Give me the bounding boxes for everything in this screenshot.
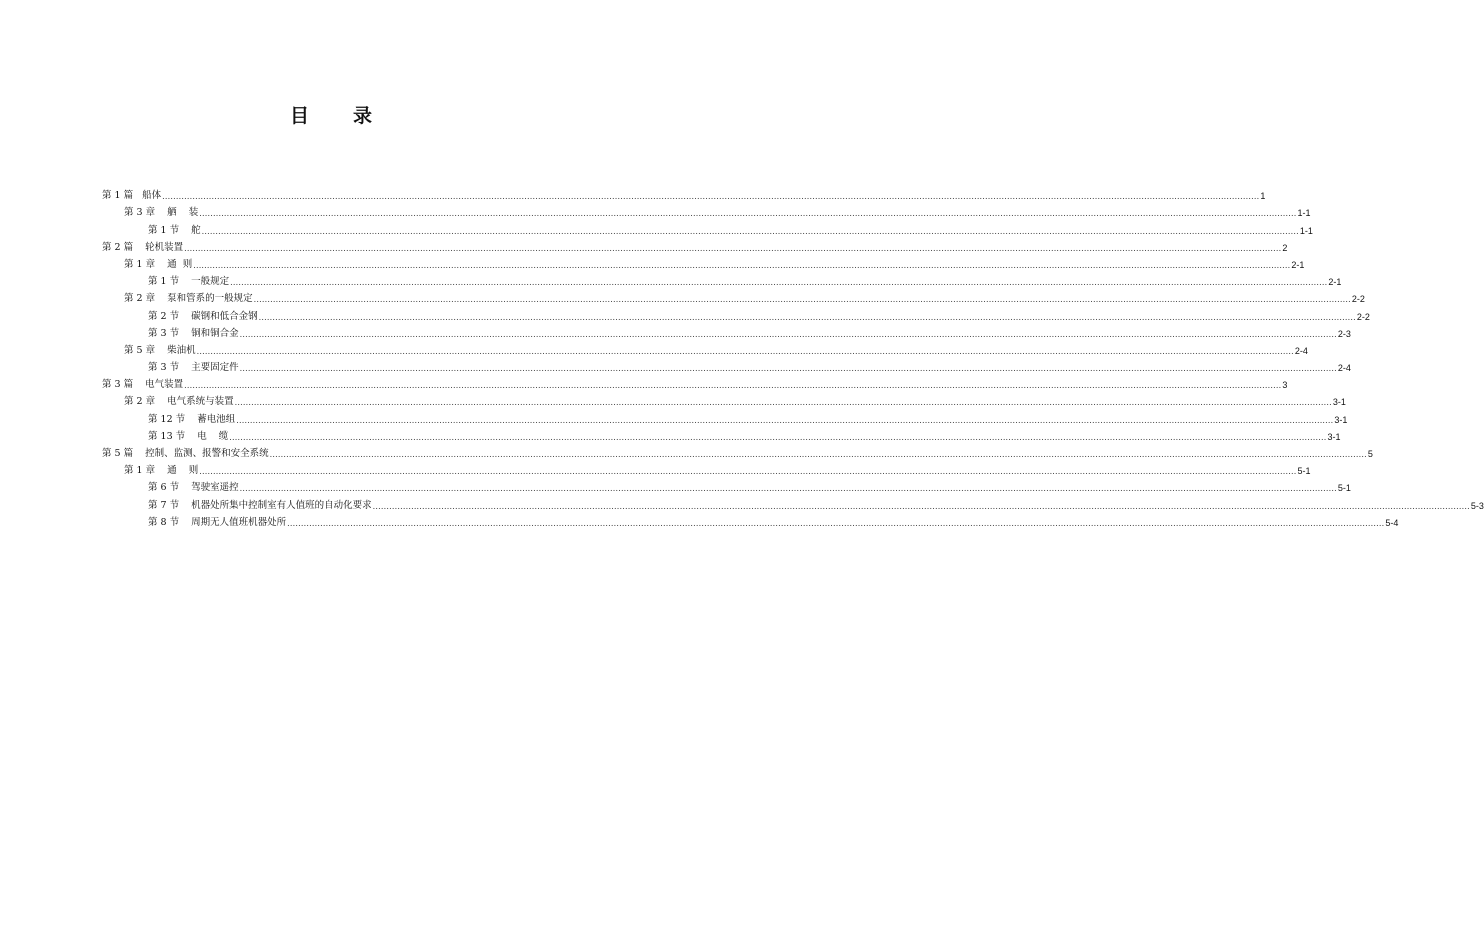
toc-entry-label: 第 1 节 舵 bbox=[148, 224, 201, 236]
toc-entry[interactable] bbox=[102, 477, 1351, 494]
toc-entry-label: 第 3 篇 电气装置 bbox=[102, 379, 184, 391]
toc-entry-label: 第 2 篇 轮机装置 bbox=[102, 241, 184, 253]
toc-dot-leader: ................................................................................................................................................................................................................................................................................................................................................................................................................ bbox=[184, 243, 1282, 253]
toc-dot-leader: ................................................................................................................................................................................................................................................................................................................................................................................................................ bbox=[199, 467, 1297, 477]
toc-entry-label: 第 13 节 电 缆 bbox=[148, 430, 229, 442]
toc-entry-page-number: 2-2 bbox=[1351, 294, 1365, 305]
toc-entry[interactable] bbox=[102, 460, 1311, 477]
toc-entry-page-number: 1 bbox=[1260, 191, 1266, 202]
toc-dot-leader: ................................................................................................................................................................................................................................................................................................................................................................................................................ bbox=[234, 398, 1332, 408]
toc-entry-label: 第 12 节 蓄电池组 bbox=[148, 413, 236, 425]
toc-entry-label: 第 8 节 周期无人值班机器处所 bbox=[148, 516, 287, 528]
toc-entry-page-number: 3-1 bbox=[1334, 414, 1348, 425]
toc-entry-page-number: 5-1 bbox=[1297, 466, 1311, 477]
toc-entry-label: 第 3 章 舾 装 bbox=[124, 207, 199, 219]
toc-entry[interactable] bbox=[102, 254, 1305, 271]
toc-entry-label: 第 6 节 驾驶室遥控 bbox=[148, 482, 239, 494]
toc-entry-label: 第 7 节 机器处所集中控制室有人值班的自动化要求 bbox=[148, 499, 372, 511]
toc-entry[interactable] bbox=[102, 185, 1266, 202]
toc-entry[interactable] bbox=[102, 340, 1308, 357]
toc-entry-label: 第 1 章 通 则 bbox=[124, 465, 199, 477]
toc-entry-page-number: 5-1 bbox=[1337, 483, 1351, 494]
toc-entry[interactable] bbox=[102, 288, 1365, 305]
toc-entry-page-number: 2-1 bbox=[1328, 277, 1342, 288]
toc-entry-page-number: 5-3 bbox=[1470, 500, 1484, 511]
toc-dot-leader: ................................................................................................................................................................................................................................................................................................................................................................................................................ bbox=[239, 364, 1337, 374]
toc-entry-page-number: 5-4 bbox=[1385, 517, 1399, 528]
title-char-left: 目 bbox=[289, 105, 309, 127]
toc-entry[interactable] bbox=[102, 374, 1288, 391]
toc-dot-leader: ................................................................................................................................................................................................................................................................................................................................................................................................................ bbox=[269, 450, 1367, 459]
toc-entry-page-number: 2-3 bbox=[1337, 328, 1351, 339]
toc-entry[interactable] bbox=[102, 271, 1342, 288]
toc-entry-label: 第 1 节 一般规定 bbox=[148, 276, 230, 288]
toc-dot-leader: ................................................................................................................................................................................................................................................................................................................................................................................................................ bbox=[230, 278, 1328, 288]
toc-entry-label: 第 5 篇 控制、监测、报警和安全系统 bbox=[102, 448, 269, 459]
toc-dot-leader: ................................................................................................................................................................................................................................................................................................................................................................................................................ bbox=[258, 312, 1356, 322]
toc-entry[interactable] bbox=[102, 323, 1351, 340]
toc-entry-label: 第 2 章 泵和管系的一般规定 bbox=[124, 293, 253, 305]
toc-dot-leader: ................................................................................................................................................................................................................................................................................................................................................................................................................ bbox=[253, 295, 1351, 305]
toc-entry[interactable] bbox=[102, 202, 1311, 219]
toc-entry-page-number: 2-4 bbox=[1337, 363, 1351, 374]
toc-entry[interactable] bbox=[102, 391, 1346, 408]
toc-entry-label: 第 3 节 铜和铜合金 bbox=[148, 327, 239, 339]
toc-entry-page-number: 5 bbox=[1367, 449, 1373, 459]
toc-dot-leader: ................................................................................................................................................................................................................................................................................................................................................................................................................ bbox=[199, 209, 1297, 219]
toc-entry-page-number: 3-1 bbox=[1332, 397, 1346, 408]
toc-entry-page-number: 1-1 bbox=[1297, 208, 1311, 219]
toc-entry-page-number: 2-2 bbox=[1356, 311, 1370, 322]
toc-entry-label: 第 2 章 电气系统与装置 bbox=[124, 396, 234, 408]
toc-entry[interactable] bbox=[102, 219, 1313, 236]
toc-entry-page-number: 3-1 bbox=[1327, 431, 1341, 442]
toc-entry[interactable] bbox=[102, 305, 1370, 322]
title-char-right: 录 bbox=[353, 105, 373, 127]
toc-entry-label: 第 5 章 柴油机 bbox=[124, 344, 196, 356]
toc-dot-leader: ................................................................................................................................................................................................................................................................................................................................................................................................................ bbox=[287, 518, 1385, 528]
toc-dot-leader: ................................................................................................................................................................................................................................................................................................................................................................................................................ bbox=[239, 329, 1337, 339]
toc-dot-leader: ................................................................................................................................................................................................................................................................................................................................................................................................................ bbox=[372, 501, 1470, 511]
toc-entry[interactable] bbox=[102, 357, 1351, 374]
toc-entry-page-number: 2-4 bbox=[1294, 345, 1308, 356]
toc-dot-leader: ................................................................................................................................................................................................................................................................................................................................................................................................................ bbox=[229, 432, 1327, 442]
toc-entry[interactable] bbox=[102, 408, 1348, 425]
toc-entry[interactable] bbox=[102, 512, 1399, 529]
toc-dot-leader: ................................................................................................................................................................................................................................................................................................................................................................................................................ bbox=[193, 260, 1291, 270]
toc-entry-page-number: 1-1 bbox=[1299, 225, 1313, 236]
toc-entry-page-number: 2-1 bbox=[1291, 259, 1305, 270]
toc-entry-page-number: 2 bbox=[1282, 242, 1288, 253]
toc-dot-leader: ................................................................................................................................................................................................................................................................................................................................................................................................................ bbox=[239, 484, 1337, 494]
toc-entry[interactable] bbox=[102, 494, 1484, 511]
toc-entry-label: 第 1 章 通 则 bbox=[124, 258, 193, 270]
toc-entry[interactable] bbox=[102, 237, 1288, 254]
toc-dot-leader: ................................................................................................................................................................................................................................................................................................................................................................................................................ bbox=[196, 346, 1294, 356]
toc-dot-leader: ................................................................................................................................................................................................................................................................................................................................................................................................................ bbox=[184, 381, 1282, 391]
table-of-contents bbox=[102, 185, 1484, 529]
toc-entry[interactable] bbox=[102, 426, 1341, 443]
toc-entry-label: 第 2 节 碳钢和低合金钢 bbox=[148, 310, 258, 322]
toc-dot-leader: ................................................................................................................................................................................................................................................................................................................................................................................................................ bbox=[201, 226, 1299, 236]
toc-entry-page-number: 3 bbox=[1282, 380, 1288, 391]
toc-entry-label: 第 3 节 主要固定件 bbox=[148, 362, 239, 374]
toc-dot-leader: ................................................................................................................................................................................................................................................................................................................................................................................................................ bbox=[236, 415, 1334, 425]
page-title bbox=[0, 103, 662, 129]
toc-entry-label: 第 1 篇 船体 bbox=[102, 190, 162, 202]
toc-entry[interactable] bbox=[102, 443, 1373, 460]
toc-dot-leader: ................................................................................................................................................................................................................................................................................................................................................................................................................ bbox=[162, 192, 1260, 202]
